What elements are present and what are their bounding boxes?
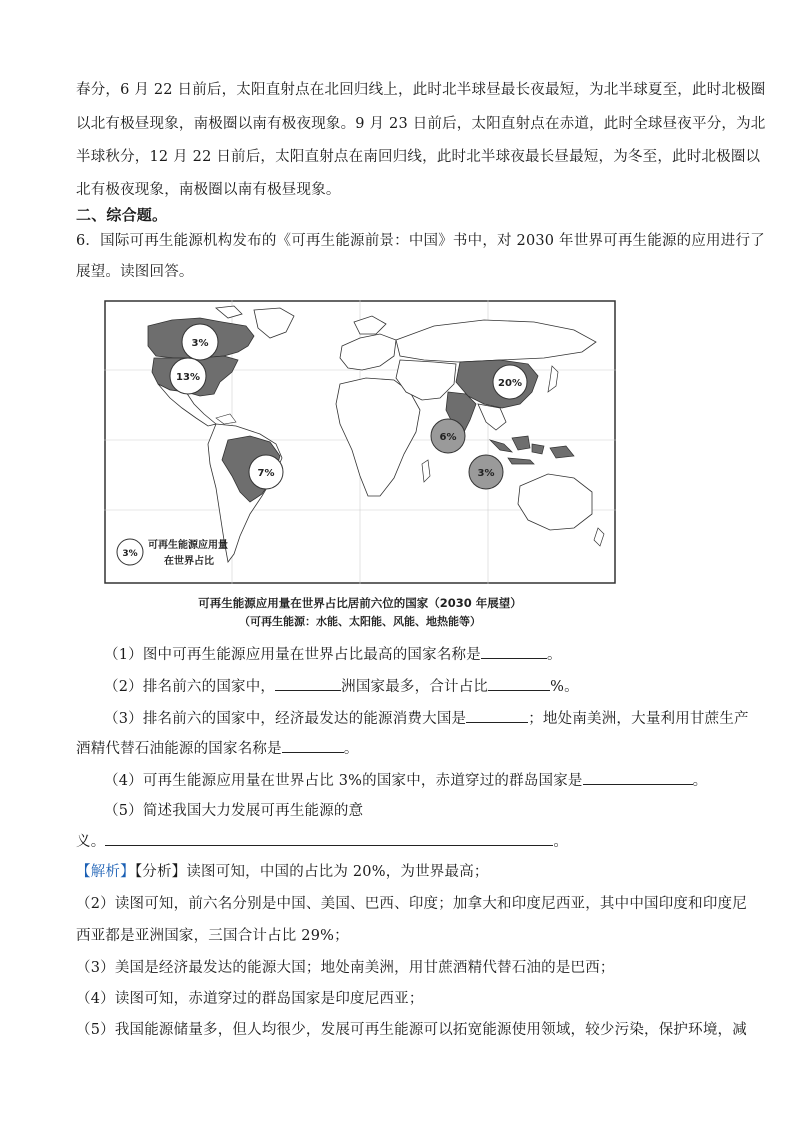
sub-question-3-line-2 xyxy=(76,738,359,759)
svg-text:3%: 3% xyxy=(477,468,495,479)
q3-blank-brazil[interactable] xyxy=(282,738,344,753)
sub-question-5-line-2 xyxy=(76,831,568,852)
q4-blank[interactable] xyxy=(583,770,693,785)
q2-end: %。 xyxy=(550,679,579,695)
label-india xyxy=(431,419,465,453)
sub-question-3 xyxy=(104,708,749,729)
label-usa xyxy=(170,358,206,394)
paragraph-line-4: 北有极夜现象，南极圈以南有极昼现象。 xyxy=(76,182,341,198)
q3-blank-country[interactable] xyxy=(466,708,528,723)
sub-question-5: （5）简述我国大力发展可再生能源的意 xyxy=(104,803,364,819)
analysis-line-6: （5）我国能源储量多，但人均很少，发展可再生能源可以拓宽能源使用领域，较少污染，保护环境，减 xyxy=(76,1022,747,1038)
analysis-line-3: 西亚都是亚洲国家，三国合计占比 29%； xyxy=(76,928,349,944)
svg-text:可再生能源应用量: 可再生能源应用量 xyxy=(148,540,228,551)
label-indonesia xyxy=(469,455,503,489)
q1-blank[interactable] xyxy=(481,644,547,659)
analysis-tag: 【解析】 xyxy=(76,864,135,880)
svg-text:3%: 3% xyxy=(122,549,138,559)
q2-blank-percent[interactable] xyxy=(488,676,550,691)
label-brazil xyxy=(249,455,283,489)
q2-mid: 洲国家最多，合计占比 xyxy=(341,679,489,695)
q2-text: （2）排名前六的国家中， xyxy=(104,679,276,695)
map-caption-line-1: 可再生能源应用量在世界占比居前六位的国家（2030 年展望） xyxy=(198,596,522,610)
svg-text:6%: 6% xyxy=(439,432,457,443)
q3-line2-end: 。 xyxy=(343,741,359,757)
q5-blank[interactable] xyxy=(105,831,553,846)
map-caption-line-2: （可再生能源：水能、太阳能、风能、地热能等） xyxy=(239,615,481,628)
svg-text:7%: 7% xyxy=(257,468,275,479)
q5-line2-text: 义。 xyxy=(76,834,106,850)
question-intro-line-2: 展望。读图回答。 xyxy=(76,264,194,280)
label-china xyxy=(493,365,527,399)
analysis-line-5: （4）读图可知，赤道穿过的群岛国家是印度尼西亚； xyxy=(76,991,424,1007)
world-map xyxy=(104,300,616,584)
analysis-line-2: （2）读图可知，前六名分别是中国、美国、巴西、印度；加拿大和印度尼西亚，其中中国印度和印度尼 xyxy=(76,896,747,912)
paragraph-line-2: 以北有极昼现象，南极圈以南有极夜现象。9 月 23 日前后，太阳直射点在赤道，此时全球昼夜平分，为北 xyxy=(76,116,766,132)
svg-text:13%: 13% xyxy=(176,372,200,383)
world-map-figure xyxy=(104,300,616,584)
paragraph-line-3: 半球秋分，12 月 22 日前后，太阳直射点在南回归线，此时北半球夜最长昼最短，为冬至，此时北极圈以 xyxy=(76,149,761,165)
svg-text:20%: 20% xyxy=(498,378,522,389)
q5-end: 。 xyxy=(553,834,569,850)
q4-end: 。 xyxy=(692,773,708,789)
q1-text: （1）图中可再生能源应用量在世界占比最高的国家名称是 xyxy=(104,647,481,663)
q4-text: （4）可再生能源应用量在世界占比 3%的国家中，赤道穿过的群岛国家是 xyxy=(104,773,583,789)
analysis-line-1 xyxy=(76,862,489,882)
sub-question-4 xyxy=(104,770,707,791)
sub-question-2 xyxy=(104,676,579,697)
svg-text:3%: 3% xyxy=(191,338,209,349)
q3-text: （3）排名前六的国家中，经济最发达的能源消费大国是 xyxy=(104,711,467,727)
section-heading: 二、综合题。 xyxy=(76,206,168,224)
q1-end: 。 xyxy=(546,647,562,663)
q3-mid: ；地处南美洲，大量利用甘蔗生产 xyxy=(528,711,749,727)
question-intro-line-1: 6．国际可再生能源机构发布的《可再生能源前景：中国》书中，对 2030 年世界可再生能源的应用进行了 xyxy=(76,233,765,249)
svg-text:在世界占比: 在世界占比 xyxy=(164,556,214,567)
analysis-line-1-text: 【分析】读图可知，中国的占比为 20%，为世界最高； xyxy=(134,864,489,880)
label-canada xyxy=(182,324,218,360)
paragraph-line-1: 春分，6 月 22 日前后，太阳直射点在北回归线上，此时北半球昼最长夜最短，为北半球夏至，此时北极圈 xyxy=(76,82,766,98)
analysis-line-4: （3）美国是经济最发达的能源大国；地处南美洲，用甘蔗酒精代替石油的是巴西； xyxy=(76,960,615,976)
q2-blank-continent[interactable] xyxy=(275,676,341,691)
q3-line2-text: 酒精代替石油能源的国家名称是 xyxy=(76,741,282,757)
sub-question-1 xyxy=(104,644,562,665)
